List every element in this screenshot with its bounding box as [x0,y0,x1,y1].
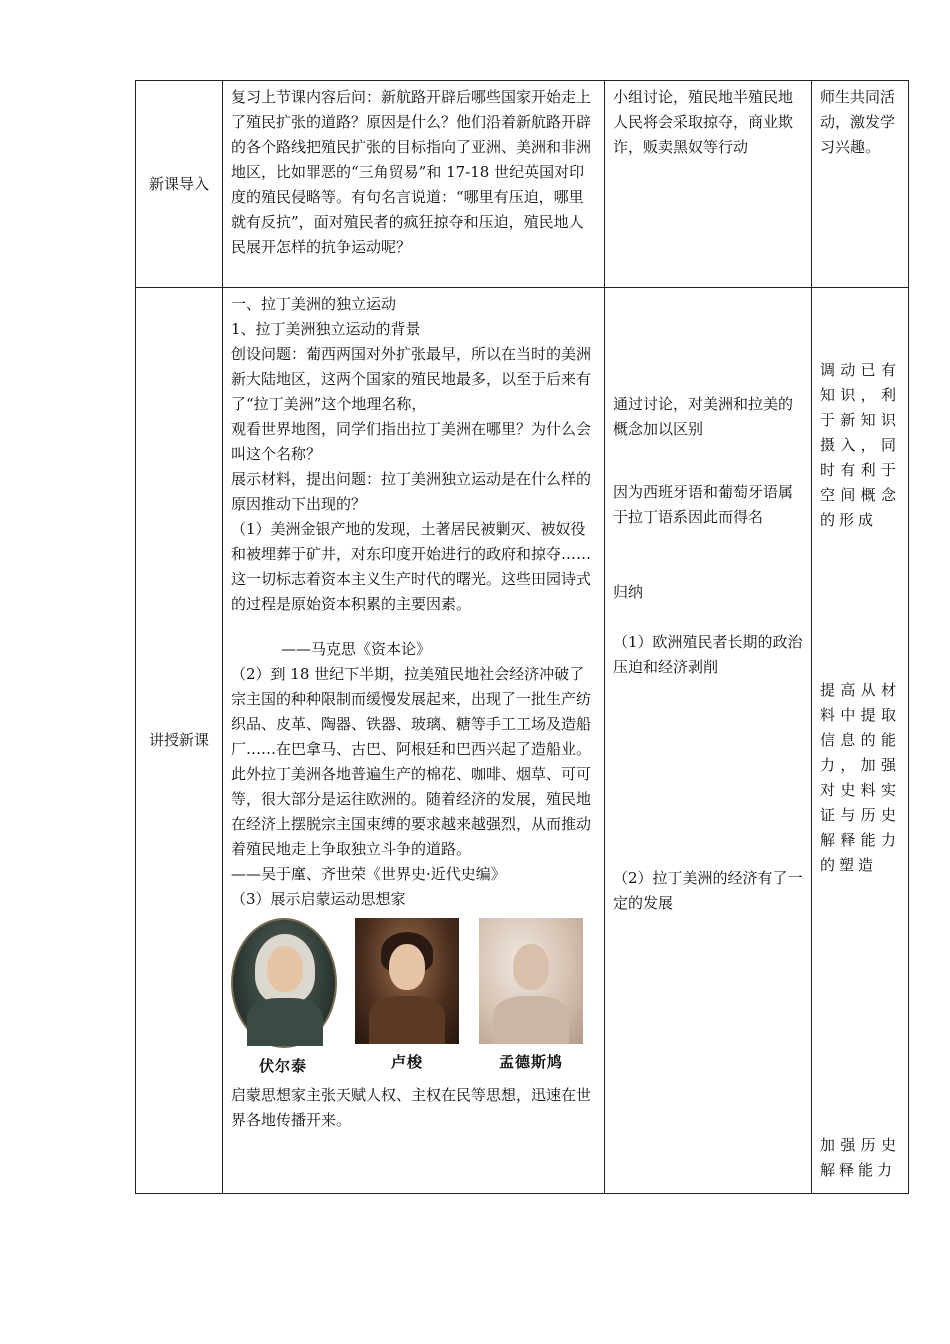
teacher-activity-cell [223,288,605,1194]
quote-source: ——马克思《资本论》 [281,640,432,658]
student-activity-cell [605,81,812,288]
portrait-caption: 卢梭 [390,1053,423,1071]
intent-text: 提高从材料中提取信息的能力，加强对史料实证与历史解释能力的塑造 [820,681,900,874]
portrait-montesquieu [479,918,583,1079]
paragraph: 创设问题：葡西两国对外扩张最早，所以在当时的美洲新大陆地区，这两个国家的殖民地最多，以至于后来有了“拉丁美洲”这个地理名称， [231,345,592,413]
lesson-plan-table [135,80,909,1194]
portrait-image [479,918,583,1044]
portrait-rousseau [355,918,459,1079]
portrait-voltaire [231,918,335,1079]
portrait-caption: 孟德斯鸠 [498,1053,563,1071]
student-text: 因为西班牙语和葡萄牙语属于拉丁语系因此而得名 [613,483,794,526]
teacher-text: 复习上节课内容后问：新航路开辟后哪些国家开始走上了殖民扩张的道路？原因是什么？他们沿着新航路开辟的各个路线把殖民扩张的目标指向了亚洲、美洲和非洲地区，比如罪恶的“三角贸易”和 17-18 世纪英国对印度的殖民侵略等。有句名言说道：“哪里有压迫，哪里就有反抗”，面对殖民者的疯狂掠夺和压迫，殖民地人民展开怎样的抗争运动呢？ [231,88,592,256]
student-text: 小组讨论，殖民地半殖民地人民将会采取掠夺，商业欺诈，贩卖黑奴等行动 [613,88,794,156]
intent-text: 加强历史解释能力 [820,1136,900,1179]
subsection-heading: 1、拉丁美洲独立运动的背景 [231,320,421,338]
paragraph: 启蒙思想家主张天赋人权、主权在民等思想，迅速在世界各地传播开来。 [231,1086,592,1129]
intent-text: 调动已有知识，利于新知识摄入，同时有利于空间概念的形成 [820,361,900,529]
teacher-activity-cell [223,81,605,288]
paragraph: 展示材料，提出问题：拉丁美洲独立运动是在什么样的原因推动下出现的？ [231,470,592,513]
stage-cell: 新课导入 [136,81,223,288]
student-activity-cell [605,288,812,1194]
table-row-intro [136,81,909,288]
stage-cell: 讲授新课 [136,288,223,1194]
quote-paragraph: （1）美洲金银产地的发现，土著居民被剿灭、被奴役和被埋葬于矿井，对东印度开始进行的政府和掠夺……这一切标志着资本主义生产时代的曙光。这些田园诗式的过程是原始资本积累的主要因素。 [231,520,592,613]
paragraph: 观看世界地图，同学们指出拉丁美洲在哪里？为什么会叫这个名称？ [231,420,592,463]
paragraph: （3）展示启蒙运动思想家 [231,890,406,908]
intent-text: 师生共同活动，激发学习兴趣。 [820,88,896,156]
portrait-image [231,918,337,1048]
quote-source: ——吴于廑、齐世荣《世界史·近代史编》 [231,865,506,883]
design-intent-cell [812,81,909,288]
quote-paragraph: （2）到 18 世纪下半期，拉美殖民地社会经济冲破了宗主国的种种限制而缓慢发展起来，出现了一批生产纺织品、皮革、陶器、铁器、玻璃、糖等手工工场及造船厂……在巴拿马、古巴、阿根廷和巴西兴起了造船业。此外拉丁美洲各地普遍生产的棉花、咖啡、烟草、可可等，很大部分是运往欧洲的。随着经济的发展，殖民地在经济上摆脱宗主国束缚的要求越来越强烈，从而推动着殖民地走上争取独立斗争的道路。 [231,665,592,858]
table-row-new-lesson [136,288,909,1194]
section-heading: 一、拉丁美洲的独立运动 [231,295,397,313]
student-text: （2）拉丁美洲的经济有了一定的发展 [613,869,803,912]
student-text: 通过讨论，对美洲和拉美的概念加以区别 [613,395,794,438]
portrait-gallery [231,918,596,1079]
student-text: 归纳 [613,583,644,601]
portrait-image [355,918,459,1044]
student-text: （1）欧洲殖民者长期的政治压迫和经济剥削 [613,633,803,676]
design-intent-cell [812,288,909,1194]
portrait-caption: 伏尔泰 [258,1057,307,1075]
